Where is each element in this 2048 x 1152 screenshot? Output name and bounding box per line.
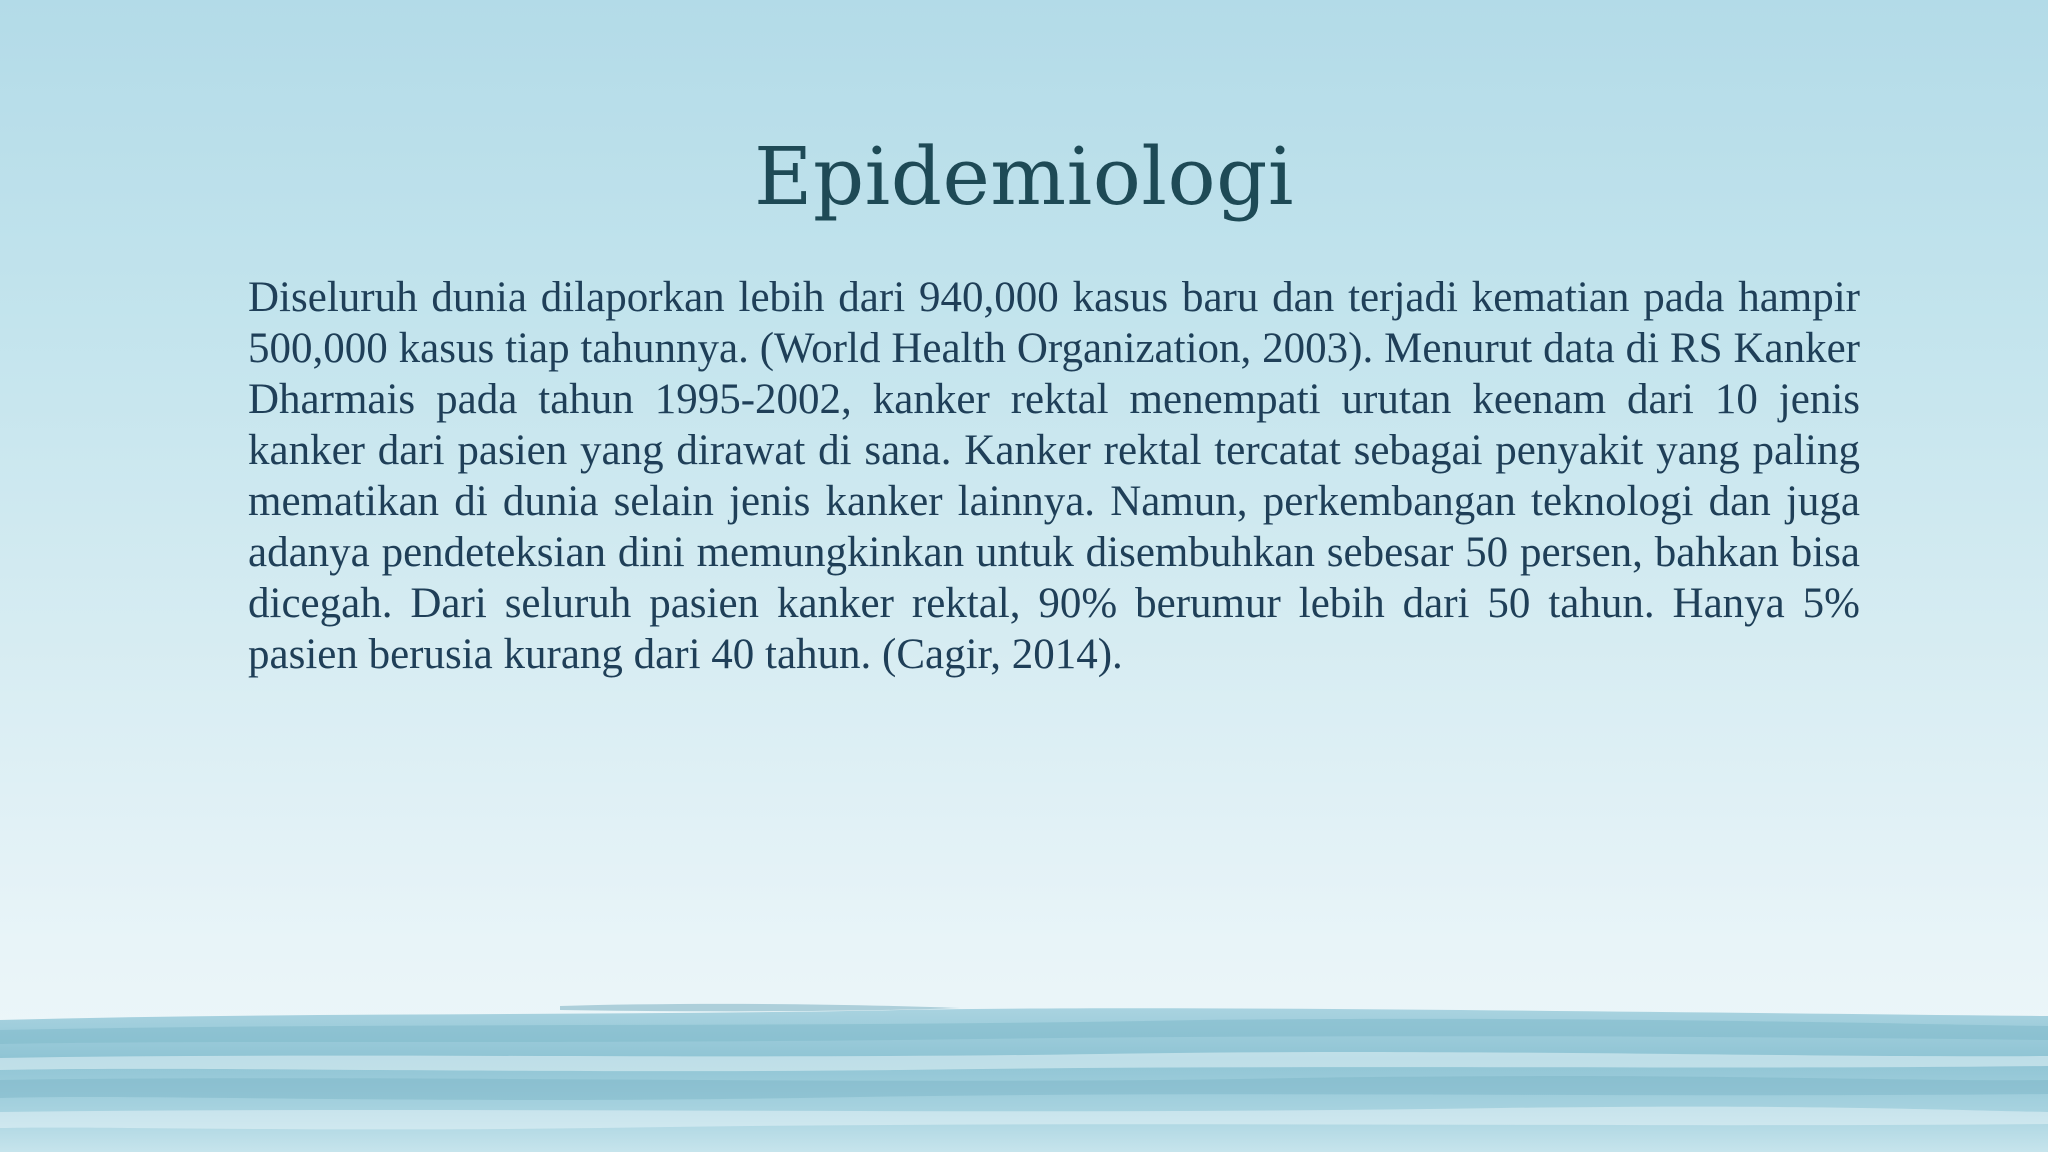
slide-title: Epidemiologi [754, 130, 1294, 223]
slide-body-paragraph: Diseluruh dunia dilaporkan lebih dari 940,000 kasus baru dan terjadi kematian pada hampir 500,000 kasus tiap tahunnya. (World Health Organization, 2003). Menurut data di RS Kanker Dharmais pada tahun 1995-2002, kanker rektal menempati urutan keenam dari 10 jenis kanker dari pasien yang dirawat di sana. Kanker rektal tercatat sebagai penyakit yang paling mematikan di dunia selain jenis kanker lainnya. Namun, perkembangan teknologi dan juga adanya pendeteksian dini memungkinkan untuk disembuhkan sebesar 50 persen, bahkan bisa dicegah. Dari seluruh pasien kanker rektal, 90% berumur lebih dari 50 tahun. Hanya 5% pasien berusia kurang dari 40 tahun. (Cagir, 2014). [248, 274, 1860, 678]
